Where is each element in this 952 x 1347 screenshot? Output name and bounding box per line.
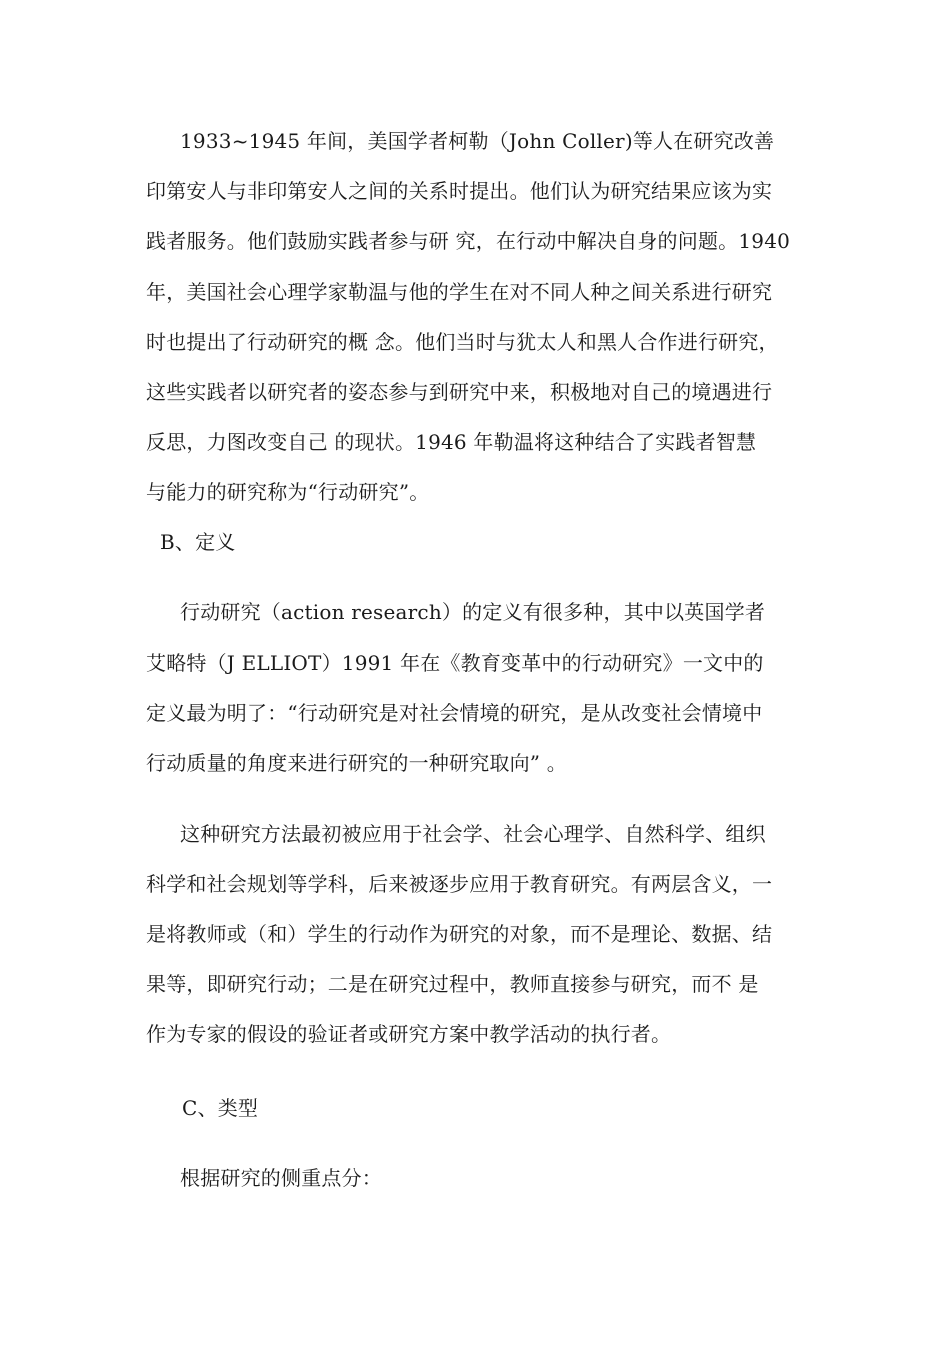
section-heading-b: B、定义 bbox=[160, 530, 236, 554]
para2-line-2: 艾略特（J ELLIOT）1991 年在《教育变革中的行动研究》一文中的 bbox=[146, 651, 764, 675]
para1-line-8: 与能力的研究称为“行动研究”。 bbox=[146, 480, 430, 504]
para2-line-1: 行动研究（action research）的定义有很多种，其中以英国学者 bbox=[180, 600, 766, 624]
para1-line-1: 1933~1945 年间，美国学者柯勒（John Coller)等人在研究改善 bbox=[180, 129, 775, 153]
para3-line-3: 是将教师或（和）学生的行动作为研究的对象，而不是理论、数据、结 bbox=[146, 922, 773, 946]
para1-line-7: 反思，力图改变自己 的现状。1946 年勒温将这种结合了实践者智慧 bbox=[146, 430, 757, 454]
para1-line-4: 年，美国社会心理学家勒温与他的学生在对不同人种之间关系进行研究 bbox=[146, 280, 773, 304]
para2-line-3: 定义最为明了：“行动研究是对社会情境的研究，是从改变社会情境中 bbox=[146, 701, 763, 725]
para3-line-4: 果等，即研究行动；二是在研究过程中，教师直接参与研究，而不 是 bbox=[146, 972, 759, 996]
para3-line-5: 作为专家的假设的验证者或研究方案中教学活动的执行者。 bbox=[146, 1022, 672, 1046]
para3-line-1: 这种研究方法最初被应用于社会学、社会心理学、自然科学、组织 bbox=[180, 822, 766, 846]
para3-line-2: 科学和社会规划等学科，后来被逐步应用于教育研究。有两层含义，一 bbox=[146, 872, 773, 896]
para1-line-3: 践者服务。他们鼓励实践者参与研 究，在行动中解决自身的问题。1940 bbox=[146, 229, 791, 253]
para1-line-5: 时也提出了行动研究的概 念。他们当时与犹太人和黑人合作进行研究， bbox=[146, 330, 779, 354]
para1-line-2: 印第安人与非印第安人之间的关系时提出。他们认为研究结果应该为实 bbox=[146, 179, 773, 203]
section-heading-c: C、类型 bbox=[182, 1096, 259, 1120]
para2-line-4: 行动质量的角度来进行研究的一种研究取向” 。 bbox=[146, 751, 567, 775]
para4-line-1: 根据研究的侧重点分： bbox=[180, 1166, 382, 1190]
para1-line-6: 这些实践者以研究者的姿态参与到研究中来，积极地对自己的境遇进行 bbox=[146, 380, 773, 404]
